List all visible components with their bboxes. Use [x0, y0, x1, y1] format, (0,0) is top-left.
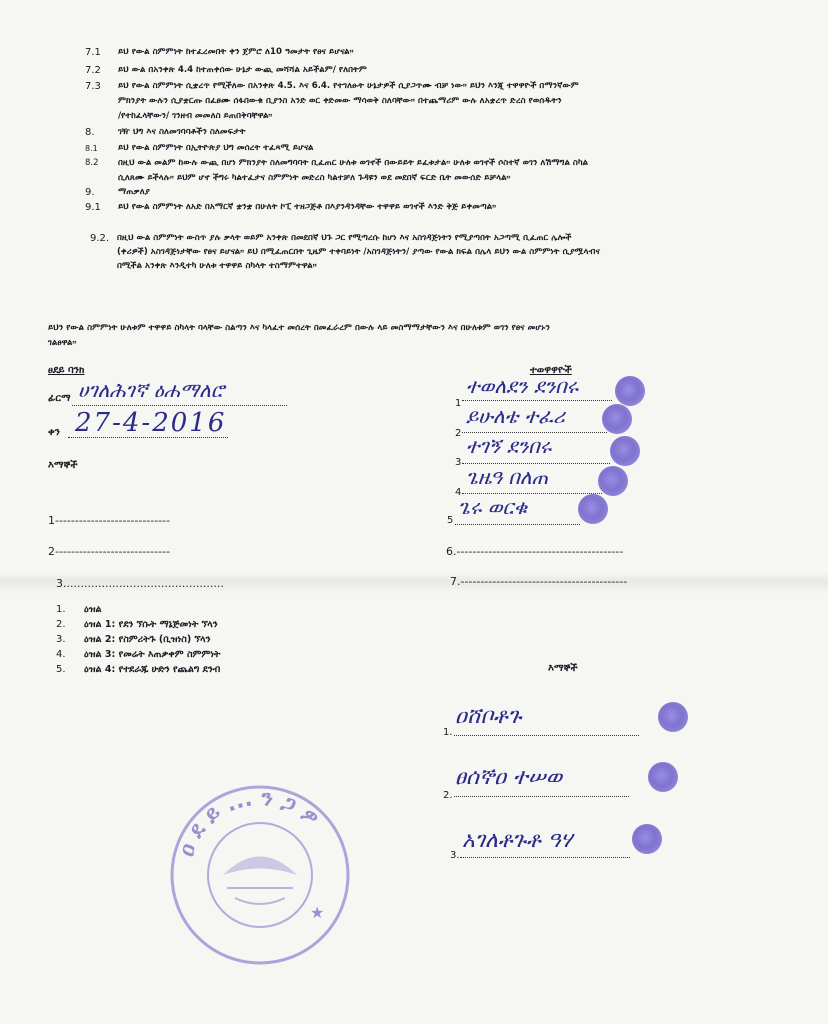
clause-text: ይህ የውል ስምምነት በኢትዮጵያ ህግ መሰረት ተፈጻሚ ይሆናል — [118, 143, 314, 153]
clause-9-2 — [90, 232, 790, 277]
clause-number: 7.3 — [85, 81, 101, 92]
closing-text: ገልፀዋል። — [48, 338, 77, 348]
signer-number: 3 — [455, 457, 462, 468]
bank-sign-line — [72, 405, 287, 406]
clause-text: (ቀሪዎች) አስገዳጅነታቸው የፀና ይሆናል። ይህ በሚፈጠርበት ጊዜም ተቀባይነት /አስገዳጅነትን/ ያጣው የውል ክፍል በሌላ ይህን ውል ስምምነት ሲያሟላብና — [117, 247, 601, 257]
witness-line — [460, 857, 630, 858]
svg-text:★: ★ — [310, 903, 325, 922]
clause-text: ገዥ ህግ እና ስለመገባባቶችን ስለመፍታት — [118, 127, 246, 137]
clause-text: ማጠቃለያ — [118, 187, 150, 197]
clause-text: በሚችል አንቀጽ እንዲተካ ሁለቱ ተዋዋይ ስካላት ተስማምተዋል። — [117, 261, 317, 271]
annex-number: 5. — [56, 664, 66, 675]
contractor-line-6: 6.------------------------------------------ — [446, 545, 624, 558]
witness-line — [454, 735, 639, 736]
clause-text: /የተከፈላቸውን/ ገንዘብ መመለስ ይጠበቅባቸዋል። — [118, 111, 273, 121]
signer-line — [455, 524, 580, 525]
clause-7-3 — [85, 80, 785, 125]
thumbprint-icon — [648, 762, 678, 792]
witness-number: 2. — [443, 790, 453, 801]
clause-number: 8.1 — [85, 144, 98, 153]
bank-signature: ሀገለሕገኛ ዕሐማለሮ — [78, 378, 225, 402]
seal-text: ዐ ደ ይ ... ን ጋ ዎ — [174, 785, 324, 860]
thumbprint-icon — [578, 494, 608, 524]
annex-text: ዕዝል 4: የተደራጁ ሁድን የጨልግ ደንብ — [84, 664, 221, 675]
thumbprint-icon — [602, 404, 632, 434]
thumbprint-icon — [658, 702, 688, 732]
witnesses-title: እማኞች — [548, 663, 578, 674]
annex-number: 4. — [56, 649, 66, 660]
bank-sign-label: ፊርማ — [48, 393, 71, 404]
annex-text: ዕዝል 2: የስምሪትጉ (ቢዝነስ) ኘላን — [84, 634, 211, 645]
closing-text: ይህን የውል ስምምነት ሁለቱም ተዋዋይ ስካላት ባላቸው ስልጣን እና ካላፈተ መሰረት በመፈራረም በውሉ ላይ መስማማታቸውን እና በሁለቱም ወገን የፀና መሆኑን — [48, 323, 550, 333]
signer-line — [462, 432, 607, 433]
witness-line — [454, 796, 629, 797]
signer-signature: ጌሩ ወርቁ — [458, 495, 528, 519]
signer-signature: ይሁለቴ ተፈሪ — [466, 404, 565, 428]
bank-title: ፀደይ ባንክ — [48, 365, 85, 376]
bank-witness-line-2: 2----------------------------- — [48, 545, 171, 558]
clause-text: ይህ የውል ስምምነት ከተፈረመበት ቀን ጀምሮ ለ10 ዓመታት የፀና ይሆናል። — [118, 47, 354, 57]
bank-date-label: ቀን — [48, 427, 60, 438]
annex-number: 3. — [56, 634, 66, 645]
signer-number: 5 — [447, 515, 454, 526]
witness-signature: አገለቶጉቶ ዓሃ — [462, 828, 573, 853]
witness-number: 3. — [450, 850, 460, 861]
clause-text: ይህ የውል ስምምነት ሲቋረጥ የሚችለው በአንቀጽ 4.5. እና 6.4. የተገለፁት ሁኔታዎች ሲያጋጥሙ ብቻ ነው። ይህን እንጂ ተዋዋዮች በማንኛውም — [118, 81, 579, 91]
clause-text: በዚህ ውል መልም ከውሉ ውጪ በሆነ ምክንያት ስለመግባባት ቢፈጠር ሁለቱ ወገኖች በውይይት ይፈቱታል። ሁለቱ ወገኖች ሶስተኛ ወገን ለሽማግል ስካል — [118, 158, 589, 168]
bank-witness-line-1: 1----------------------------- — [48, 514, 171, 527]
signer-line — [462, 463, 610, 464]
closing-statement — [48, 322, 808, 352]
clause-number: 7.2 — [85, 65, 101, 76]
clause-text: ይህ ውል በአንቀጽ 4.4 ከተጠቀሰው ሁኔታ ውጪ መሻሻል አይችልም/ የለበትም — [118, 65, 367, 75]
bank-date-value: 27-4-2016 — [75, 408, 227, 438]
thumbprint-icon — [615, 376, 645, 406]
witness-number: 1. — [443, 727, 453, 738]
witness-signature: ፀሰኞዐ ተሠወ — [455, 765, 563, 790]
bank-witnesses-label: እማኞች — [48, 460, 78, 471]
thumbprint-icon — [598, 466, 628, 496]
clause-text: ምክንያት ውሉን ሲያቋርጡ በፈፀሙ ሰፋበውቁ ቢያንስ አንድ ወር ቀድመው ማሳወቅ ስለባቸው። በተጨማሪም ውሉ ለአቋረጥ ድረስ የወሰዱትን — [118, 96, 562, 106]
annex-text: ዕዝል 1: የደን ኘሱት ማኔጅመነት ኘላን — [84, 619, 218, 630]
annex-number: 1. — [56, 604, 66, 615]
signer-number: 2 — [455, 428, 462, 439]
annex-number: 2. — [56, 619, 66, 630]
clause-number: 9. — [85, 187, 95, 198]
contractor-line-7: 7.------------------------------------------ — [450, 575, 628, 588]
official-seal-icon — [165, 780, 355, 970]
signer-line — [462, 400, 612, 401]
clause-number: 8.2 — [85, 158, 99, 168]
clause-text: በዚህ ውል ስምምነት ውስጥ ያሉ ቃላት ወይም አንቀጽ በመደበኛ ህጉ ጋር የሚጣረሱ ከሆነ እና አስገዳጅነትን የሚያጣበት አጋጣሚ ቢፈጠር ሌሎች — [117, 233, 572, 243]
signer-line — [462, 493, 602, 494]
annex-text: ዕዝል — [84, 604, 102, 615]
thumbprint-icon — [610, 436, 640, 466]
signer-signature: ተወለደን ደንበሩ — [466, 374, 579, 398]
signer-number: 1 — [455, 398, 462, 409]
annex-list — [56, 604, 356, 684]
clause-number: 9.1 — [85, 202, 101, 213]
bank-witness-line-3: 3.............................................. — [56, 577, 224, 590]
clause-text: ሲለጸሙ ይችላሉ። ይህም ሆኖ ችግሩ ካልተፈታና ስምምነት መድረስ ካልተቻለ ጉዳዩን ወደ መደበኛ ፍርድ ቤት መውሰድ ይቻላል። — [118, 173, 511, 183]
clause-text: ይህ የውል ስምምነት ለአድ በአማርኛ ቋንቋ በሁለት ኮፒ ተዘጋጅቶ በእያንዳንዳቸው ተዋዋይ ወገኖች እንድ ቅጅ ይቀመጣል። — [118, 202, 497, 212]
clause-number: 8. — [85, 127, 95, 138]
contractors-title: ተወዋዋዮች — [530, 365, 572, 376]
clause-number: 7.1 — [85, 47, 101, 58]
clause-8-2 — [85, 157, 785, 187]
thumbprint-icon — [632, 824, 662, 854]
signer-signature: ተገኝ ደንበሩ — [466, 434, 552, 458]
signer-signature: ጌዜዓ በለጠ — [466, 465, 549, 489]
annex-text: ዕዝል 3: የመሬት እጠቃቀም ስምምነት — [84, 649, 221, 660]
witness-signature: ዐሸቦቶጉ — [455, 704, 522, 729]
clause-number: 9.2. — [90, 233, 110, 244]
signer-number: 4 — [455, 487, 462, 498]
bank-date-line — [68, 437, 228, 438]
